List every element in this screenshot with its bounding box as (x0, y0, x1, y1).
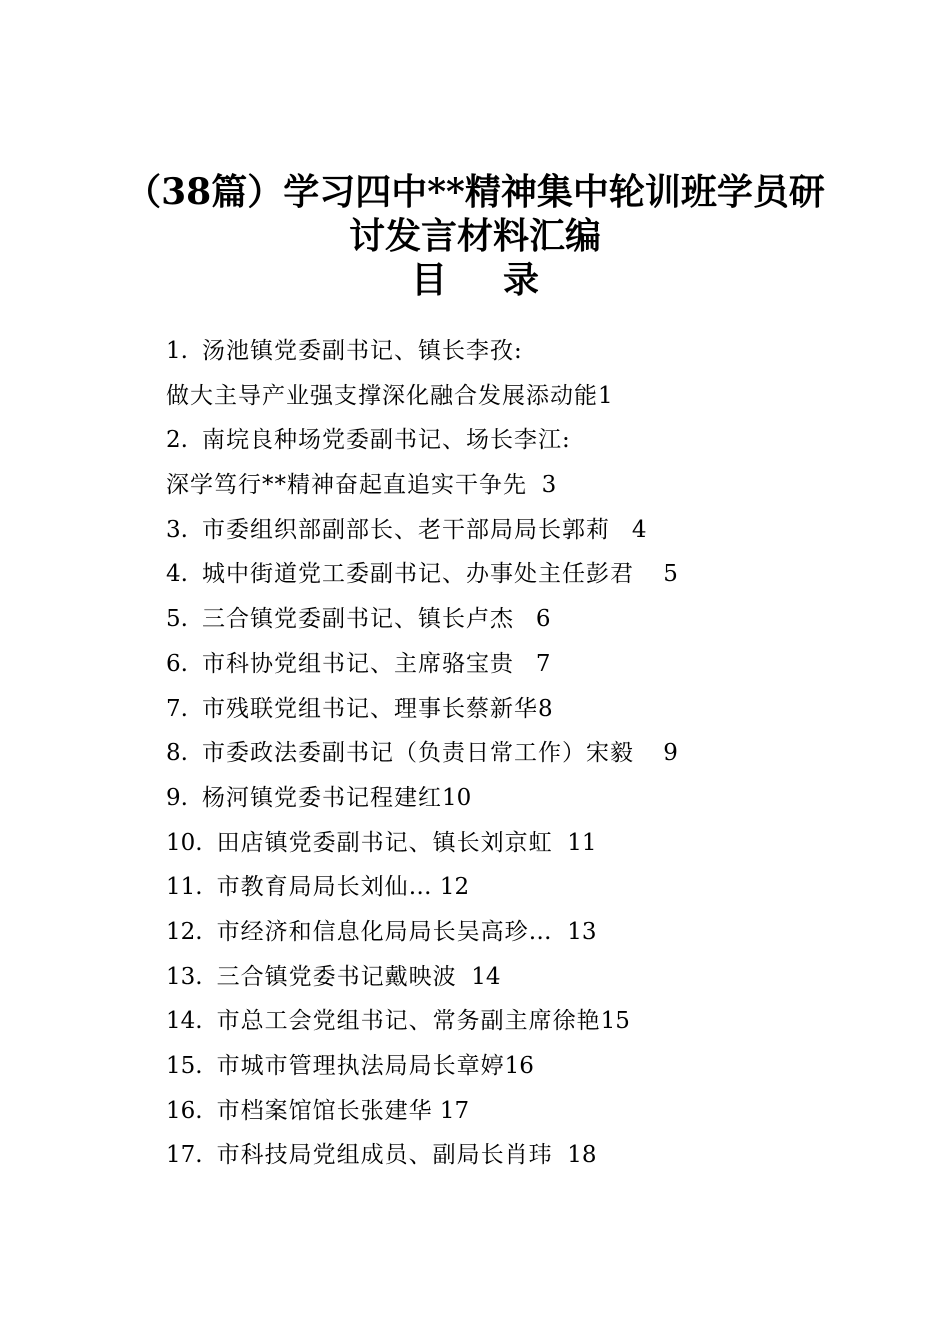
toc-entry-title: 做大主导产业强支撑深化融合发展添动能 (166, 382, 598, 409)
toc-entry-page-number: 6 (535, 606, 551, 633)
toc-entry (166, 374, 678, 419)
toc-entry-page-number: 17 (439, 1097, 470, 1124)
toc-entry-page-number: 18 (567, 1142, 597, 1169)
toc-entry-page-number: 11 (567, 829, 597, 856)
toc-entry-gap (634, 561, 663, 587)
toc-entry-title: 三合镇党委书记戴映波 (216, 963, 457, 990)
toc-entry-page-number: 1 (598, 382, 613, 409)
toc-entry-title: 南垸良种场党委副书记、场长李江: (201, 427, 571, 454)
toc-entry-page-number: 5 (663, 561, 678, 588)
toc-entry-number: 2. (166, 427, 188, 454)
toc-entry-title: 田店镇党委副书记、镇长刘京虹 (216, 829, 553, 856)
toc-entry-number: 16. (166, 1097, 203, 1124)
toc-entry-number: 4. (166, 561, 188, 588)
toc-entry-page-number: 10 (441, 784, 472, 811)
toc-entry-number: 11. (166, 874, 203, 901)
toc-entry-number: 5. (166, 606, 188, 633)
toc-entry-title: 市委组织部副部长、老干部局局长郭莉 (201, 516, 610, 543)
toc-entry-number: 1. (166, 338, 188, 364)
toc-entry-title: 市教育局局长刘仙… (216, 874, 433, 901)
toc-entry-page-number: 16 (504, 1053, 534, 1079)
toc-entry (166, 418, 678, 463)
toc-entry-title: 深学笃行**精神奋起直追实干争先 (166, 472, 527, 499)
toc-entry (166, 508, 678, 553)
toc-entry-gap (610, 517, 632, 543)
toc-entry-title: 三合镇党委副书记、镇长卢杰 (201, 606, 514, 633)
toc-entry-number: 14. (166, 1008, 203, 1035)
toc-entry-gap (433, 1098, 440, 1124)
toc-entry (166, 1044, 678, 1089)
toc-entry (166, 731, 678, 776)
toc-entry-page-number: 8 (537, 695, 553, 722)
toc-entry (166, 329, 678, 374)
toc-entry-number: 3. (166, 516, 188, 543)
toc-entry-title: 城中街道党工委副书记、办事处主任彭君 (201, 561, 634, 588)
toc-entry-number: 7. (166, 695, 188, 722)
toc-entry-title: 市档案馆馆长张建华 (216, 1097, 433, 1124)
toc-entry-page-number: 3 (541, 472, 557, 499)
toc-entry-page-number: 4 (631, 516, 647, 543)
toc-entry-gap (553, 1142, 568, 1168)
toc-entry (166, 1089, 678, 1134)
toc-heading: 目录 (410, 259, 595, 301)
toc-entry-title: 杨河镇党委书记程建红 (201, 784, 442, 811)
toc-entry-gap (634, 740, 663, 766)
toc-entry (166, 955, 678, 1000)
toc-entry (166, 999, 678, 1044)
toc-entry-number: 13. (166, 963, 203, 990)
toc-entry-number: 9. (166, 784, 188, 811)
table-of-contents (166, 329, 678, 1178)
toc-entry (166, 552, 678, 597)
toc-entry (166, 1133, 678, 1178)
toc-entry (166, 642, 678, 687)
toc-entry-title: 市经济和信息化局局长吴高珍… (216, 918, 553, 945)
toc-entry-page-number: 12 (439, 874, 470, 901)
toc-entry-gap (514, 651, 536, 677)
toc-entry-number: 15. (166, 1053, 203, 1079)
toc-entry-gap (457, 964, 472, 990)
toc-entry-number: 6. (166, 650, 188, 677)
toc-entry-gap (553, 830, 568, 856)
toc-entry-number: 10. (166, 829, 203, 856)
toc-entry-number: 12. (166, 918, 203, 945)
toc-entry-page-number: 13 (567, 918, 597, 945)
toc-entry-page-number: 14 (471, 963, 501, 990)
toc-entry-title: 汤池镇党委副书记、镇长李孜: (201, 338, 523, 364)
toc-entry (166, 865, 678, 910)
document-title-line-1: （38篇）学习四中**精神集中轮训班学员研 (125, 171, 825, 213)
toc-entry (166, 597, 678, 642)
toc-entry-title: 市残联党组书记、理事长蔡新华 (201, 695, 538, 722)
toc-entry-page-number: 7 (535, 650, 551, 677)
toc-entry-title: 市科协党组书记、主席骆宝贵 (201, 650, 514, 677)
toc-entry-number: 8. (166, 740, 188, 767)
toc-entry-page-number: 15 (600, 1008, 630, 1035)
toc-entry (166, 776, 678, 821)
toc-entry-gap (527, 472, 542, 498)
toc-entry-gap (433, 874, 440, 900)
toc-entry-title: 市城市管理执法局局长章婷 (216, 1053, 505, 1079)
document-title-line-2: 讨发言材料汇编 (348, 215, 601, 257)
toc-entry (166, 687, 678, 732)
toc-entry (166, 463, 678, 508)
toc-entry-title: 市委政法委副书记（负责日常工作）宋毅 (201, 740, 634, 767)
toc-entry-gap (514, 606, 536, 632)
toc-entry (166, 821, 678, 866)
toc-entry-title: 市科技局党组成员、副局长肖玮 (216, 1142, 553, 1169)
toc-entry (166, 910, 678, 955)
toc-entry-page-number: 9 (663, 740, 678, 767)
toc-entry-gap (553, 919, 568, 945)
toc-entry-number: 17. (166, 1142, 203, 1169)
toc-entry-title: 市总工会党组书记、常务副主席徐艳 (216, 1008, 601, 1035)
